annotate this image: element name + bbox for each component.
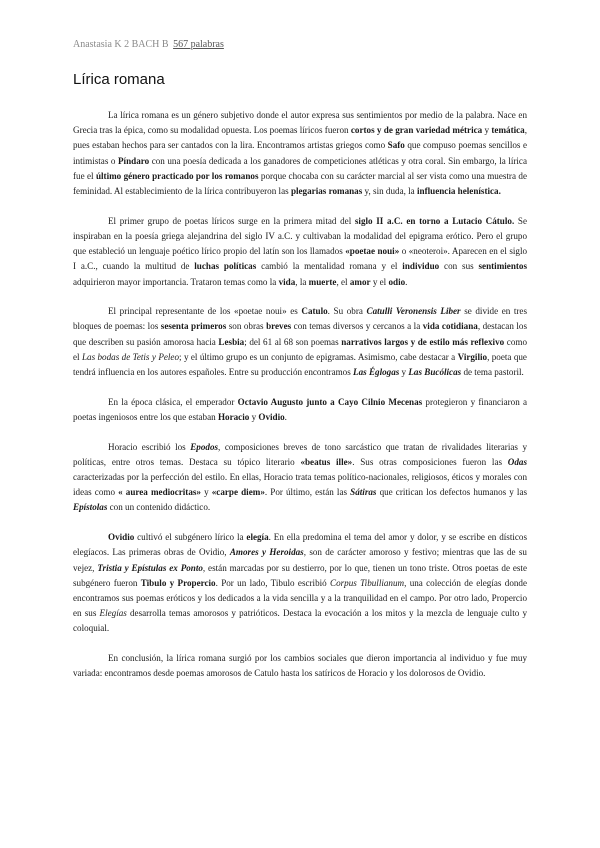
bold-italic-text: Odas (507, 456, 527, 467)
paragraph (73, 304, 527, 380)
bold-text: breves (266, 321, 292, 332)
text-run: Horacio escribió los (108, 441, 191, 452)
text-run: , una colección de elegías donde encontramos sus poemas eróticos y los dedicados a la vida sencilla y a la tranquilidad en el campo. Por otro lado, Propercio en sus (73, 577, 527, 619)
bold-text: « aurea mediocritas» (118, 487, 201, 498)
bold-text: vida cotidiana (422, 321, 478, 332)
bold-text: sesenta primeros (160, 321, 227, 332)
paragraph (73, 530, 527, 636)
paragraph (73, 440, 527, 516)
bold-text: temática (491, 125, 525, 136)
bold-text: cortos y de gran variedad métrica (350, 125, 483, 136)
bold-text: amor (349, 276, 371, 287)
text-run: que compuso poemas sencillos e intimistas o (73, 140, 527, 166)
bold-text: elegía (246, 532, 269, 543)
text-run: Se inspiraban en la poesía griega alejandrina del siglo IV a.C. y cultivaban la modalidad del epigrama erótico. Pero el grupo que estableció un lenguaje poético lírico propio del latín son los llamados (73, 215, 527, 257)
page-title: Lírica romana (73, 71, 165, 88)
text-run: , son de carácter amoroso y festivo; mientras que las de su vejez, (73, 547, 527, 573)
text-run: y (249, 411, 259, 422)
text-run: ; y el último grupo es un conjunto de epigramas. Asimismo, cabe destacar a (179, 351, 458, 362)
text-run: y (200, 487, 212, 498)
text-run: con temas diversos y cercanos a la (291, 321, 423, 332)
author-line: Anastasia K 2 BACH B (73, 39, 169, 50)
document-header (73, 39, 224, 50)
text-run: de tema pastoril. (461, 367, 524, 378)
paragraph (73, 651, 527, 681)
bold-text: Ovidio (108, 532, 135, 543)
italic-text: Corpus Tibullianum (330, 577, 405, 588)
italic-text: Elegías (99, 608, 127, 619)
bold-text: siglo II a.C. en torno a Lutacio Cátulo. (354, 215, 515, 226)
bold-text: «beatus ille» (300, 456, 353, 467)
text-run: caracterizadas por la perfección del estilo. En ellas, Horacio trata temas político-nacionales, religiosos, éticos y morales con ideas como (73, 472, 527, 498)
bold-text: Catulo (301, 306, 328, 317)
text-run: que critican los defectos humanos y las (376, 487, 528, 498)
bold-text: plegarias romanas (290, 186, 363, 197)
bold-italic-text: Epodos (190, 441, 219, 452)
bold-italic-text: Tristia y Epístulas ex Ponto (97, 562, 203, 573)
text-run: con un contenido didáctico. (107, 502, 211, 513)
bold-text: «carpe diem» (211, 487, 265, 498)
bold-text: Tibulo y Propercio (140, 577, 216, 588)
paragraph (73, 214, 527, 290)
text-run: , están marcadas por su destierro, por lo que, tienen un tono triste. Otros poetas de este subgénero fueron (73, 562, 527, 588)
text-run: y (482, 125, 492, 136)
text-run: protegieron y financiaron a poetas ingeniosos entre los que estaban (73, 396, 527, 422)
bold-text: «poetae noui» (345, 246, 400, 257)
bold-text: Safo (387, 140, 405, 151)
text-run: y el (370, 276, 389, 287)
text-run: La lírica romana es un género subjetivo donde el autor expresa sus sentimientos por medio de la palabra. Nace en Grecia tras la épica, como su modalidad opuesta. Los poemas líricos fueron (73, 110, 527, 136)
paragraph (73, 395, 527, 425)
text-run: . Por un lado, Tibulo escribió (215, 577, 331, 588)
bold-text: luchas políticas (194, 261, 257, 272)
bold-text: odio (388, 276, 406, 287)
text-run: , la (295, 276, 309, 287)
text-run: adquirieron mayor importancia. Trataron temas como la (73, 276, 279, 287)
text-run: . Sus otras composiciones fueron las (352, 456, 508, 467)
bold-text: Lesbia (218, 336, 245, 347)
text-run: ; del 61 al 68 son poemas (244, 336, 342, 347)
text-run: son obras (226, 321, 267, 332)
text-run: , poeta que tendrá influencia en los autores españoles. Entre su producción encontramos (73, 351, 527, 378)
bold-italic-text: Amores y Heroidas (229, 547, 304, 558)
bold-italic-text: Las Églogas (353, 367, 400, 378)
paragraph (73, 108, 527, 199)
text-run: . (284, 411, 287, 422)
text-run: , composiciones breves de tono sarcástico que tratan de rivalidades literarias y políticas, entre otros temas. Destaca su tópico literario (73, 441, 527, 467)
word-count[interactable]: 567 palabras (173, 39, 224, 50)
document-body (73, 108, 527, 696)
text-run: . En ella predomina el tema del amor y dolor, y se escribe en dísticos elegíacos. Las primeras obras de Ovidio, (73, 532, 528, 558)
bold-text: individuo (402, 261, 440, 272)
bold-italic-text: Las Bucólicas (408, 367, 462, 378)
bold-italic-text: Epístolas (73, 502, 108, 513)
bold-text: muerte (308, 276, 337, 287)
bold-italic-text: Sátiras (350, 487, 377, 498)
text-run: con una poesía dedicada a los ganadores de competiciones atléticas y otra coral. Sin embargo, la lírica fue el (73, 155, 527, 181)
bold-text: Ovidio (258, 411, 285, 422)
text-run: con sus (439, 261, 479, 272)
bold-text: último género practicado por los romanos (95, 170, 259, 181)
text-run: . Su obra (327, 306, 367, 317)
text-run: . Por último, están las (264, 487, 351, 498)
bold-text: Octavio Augusto junto a Cayo Cilnio Mecenas (237, 396, 423, 407)
bold-text: sentimientos (478, 261, 528, 272)
italic-text: Las bodas de Tetis y Peleo (81, 351, 180, 362)
text-run: cultivó el subgénero lírico la (134, 532, 247, 543)
text-run: , el (336, 276, 350, 287)
text-run: , pues estaban hechos para ser cantados con la lira. Encontramos artistas griegos como (73, 125, 528, 151)
bold-italic-text: Catulli Veronensis Liber (366, 306, 461, 317)
text-run: y (399, 367, 409, 378)
text-run: porque chocaba con su carácter marcial al ser vista como una muestra de feminidad. Al establecimiento de la lírica contribuyeron las (73, 170, 527, 197)
bold-text: Horacio (217, 411, 250, 422)
text-run: como el (73, 336, 527, 362)
bold-text: vida (278, 276, 296, 287)
text-run: El primer grupo de poetas líricos surge en la primera mitad del (108, 215, 355, 226)
text-run: cambió la mentalidad romana y el (256, 261, 403, 272)
bold-text: Virgilio (457, 351, 488, 362)
text-run: , destacan los que describen su pasión amorosa hacia (73, 321, 527, 347)
bold-text: narrativos largos y de estilo más reflexivo (341, 336, 505, 347)
text-run: y, sin duda, la (362, 186, 417, 197)
text-run: desarrolla temas amorosos y patrióticos. Destaca la evocación a los mitos y la mezcla de lenguaje culto y coloquial. (73, 608, 527, 634)
text-run: En la época clásica, el emperador (108, 396, 238, 407)
bold-text: Píndaro (118, 155, 150, 166)
text-run: . (405, 276, 408, 287)
text-run: se divide en tres bloques de poemas: los (73, 306, 528, 332)
text-run: El principal representante de los «poetae noui» es (108, 306, 302, 317)
text-run: o «neoteroi». Aparecen en el siglo I a.C., cuando la multitud de (73, 246, 528, 272)
text-run: En conclusión, la lírica romana surgió por los cambios sociales que dieron importancia al individuo y fue muy variada: encontramos desde poemas amorosos de Catulo hasta los satíricos de Horacio y los dolorosos de Ovidio. (73, 653, 527, 679)
bold-text: influencia helenística. (417, 186, 501, 197)
